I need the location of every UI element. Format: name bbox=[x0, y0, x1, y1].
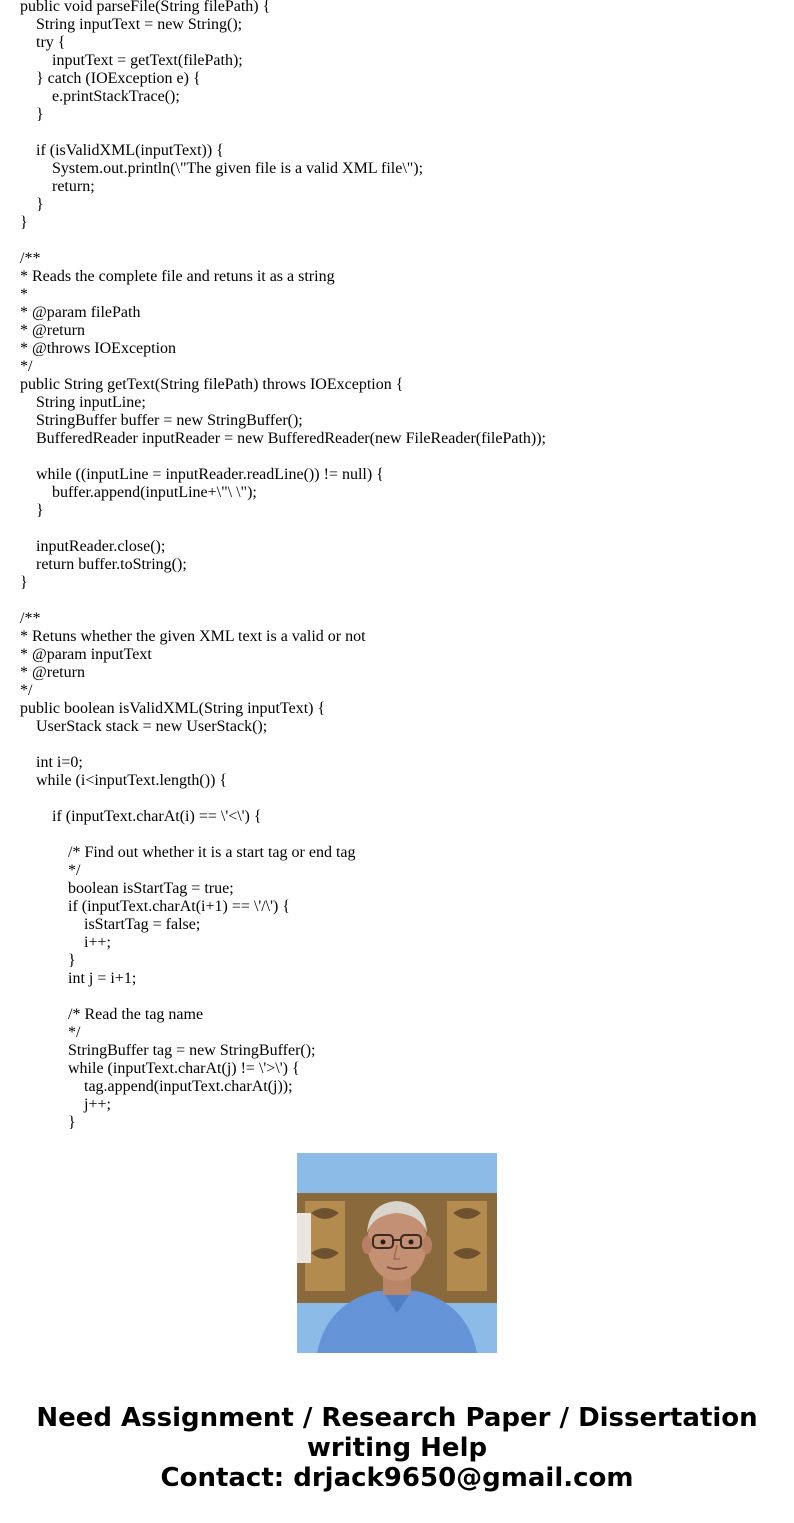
code-line: int i=0; bbox=[20, 754, 83, 771]
code-line: inputText = getText(filePath); bbox=[20, 52, 243, 69]
code-line: */ bbox=[20, 1024, 81, 1041]
promo-line-1: Need Assignment / Research Paper / Dissertation bbox=[36, 1403, 758, 1433]
promo-line-2: writing Help bbox=[306, 1433, 488, 1463]
code-line bbox=[20, 124, 780, 142]
code-line: while (i<inputText.length()) { bbox=[20, 772, 228, 789]
code-line: buffer.append(inputLine+\"\ \"); bbox=[20, 484, 257, 501]
code-line bbox=[20, 736, 780, 754]
code-line: } bbox=[20, 106, 44, 123]
code-line: /** bbox=[20, 250, 41, 267]
code-line: j++; bbox=[20, 1096, 111, 1113]
code-line: public void parseFile(String filePath) { bbox=[20, 0, 271, 15]
code-line: } bbox=[20, 502, 44, 519]
code-line: /** bbox=[20, 610, 41, 627]
code-line: tag.append(inputText.charAt(j)); bbox=[20, 1078, 293, 1095]
code-line: StringBuffer buffer = new StringBuffer(); bbox=[20, 412, 303, 429]
code-line: isStartTag = false; bbox=[20, 916, 201, 933]
code-line: } bbox=[20, 214, 28, 231]
code-listing bbox=[20, 0, 780, 1131]
code-line bbox=[20, 520, 780, 538]
code-line: * Reads the complete file and retuns it as a string bbox=[20, 268, 335, 285]
code-line: } catch (IOException e) { bbox=[20, 70, 201, 87]
code-line: public String getText(String filePath) throws IOException { bbox=[20, 376, 404, 393]
code-line: BufferedReader inputReader = new BufferedReader(new FileReader(filePath)); bbox=[20, 430, 546, 447]
code-line: /* Find out whether it is a start tag or end tag bbox=[20, 844, 356, 861]
code-line: while ((inputLine = inputReader.readLine()) != null) { bbox=[20, 466, 384, 483]
code-line: * @return bbox=[20, 322, 85, 339]
code-line bbox=[20, 448, 780, 466]
code-line: boolean isStartTag = true; bbox=[20, 880, 234, 897]
code-line: while (inputText.charAt(j) != \'>\') { bbox=[20, 1060, 300, 1077]
code-line: i++; bbox=[20, 934, 111, 951]
person-photo-icon bbox=[297, 1153, 497, 1353]
code-line: if (inputText.charAt(i+1) == \'/\') { bbox=[20, 898, 291, 915]
promo-line-3: Contact: drjack9650@gmail.com bbox=[160, 1463, 634, 1493]
code-line: * @throws IOException bbox=[20, 340, 177, 357]
code-line bbox=[20, 232, 780, 250]
code-line: /* Read the tag name bbox=[20, 1006, 204, 1023]
code-line bbox=[20, 790, 780, 808]
code-line: UserStack stack = new UserStack(); bbox=[20, 718, 268, 735]
code-line bbox=[20, 826, 780, 844]
code-line: * @param inputText bbox=[20, 646, 152, 663]
code-line: public boolean isValidXML(String inputText) { bbox=[20, 700, 326, 717]
code-line: */ bbox=[20, 682, 33, 699]
avatar bbox=[297, 1153, 497, 1353]
code-line: int j = i+1; bbox=[20, 970, 137, 987]
code-line: String inputText = new String(); bbox=[20, 16, 243, 33]
code-line: inputReader.close(); bbox=[20, 538, 166, 555]
code-line: } bbox=[20, 196, 44, 213]
code-line: if (inputText.charAt(i) == \'<\') { bbox=[20, 808, 262, 825]
code-line bbox=[20, 988, 780, 1006]
code-line: */ bbox=[20, 358, 33, 375]
code-line bbox=[20, 592, 780, 610]
code-line: * @return bbox=[20, 664, 85, 681]
code-line: StringBuffer tag = new StringBuffer(); bbox=[20, 1042, 316, 1059]
code-line: return; bbox=[20, 178, 95, 195]
code-line: try { bbox=[20, 34, 66, 51]
code-line: } bbox=[20, 952, 76, 969]
code-line: String inputLine; bbox=[20, 394, 146, 411]
promo-banner bbox=[0, 1403, 794, 1493]
code-line: System.out.println(\"The given file is a valid XML file\"); bbox=[20, 160, 424, 177]
code-line: * bbox=[20, 286, 28, 303]
code-line: return buffer.toString(); bbox=[20, 556, 187, 573]
code-line: if (isValidXML(inputText)) { bbox=[20, 142, 224, 159]
code-line: */ bbox=[20, 862, 81, 879]
code-line: } bbox=[20, 574, 28, 591]
code-line: } bbox=[20, 1114, 76, 1131]
code-line: * @param filePath bbox=[20, 304, 141, 321]
code-line: e.printStackTrace(); bbox=[20, 88, 180, 105]
code-line: * Retuns whether the given XML text is a valid or not bbox=[20, 628, 366, 645]
